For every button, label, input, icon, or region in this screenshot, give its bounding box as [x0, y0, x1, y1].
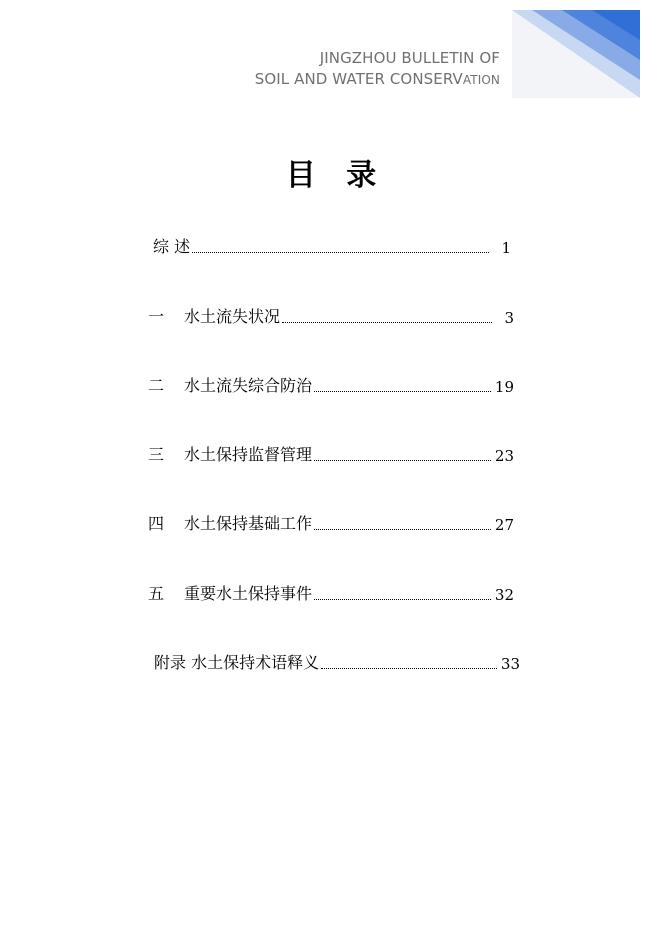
toc-page-number: 32 — [494, 586, 514, 604]
toc-entry-3[interactable] — [148, 443, 514, 465]
toc-page-number: 33 — [500, 655, 520, 673]
toc-entry-4[interactable] — [148, 512, 514, 534]
toc-entry-1[interactable] — [148, 305, 514, 327]
toc-leader-dots — [314, 528, 491, 530]
toc-leader-dots — [321, 667, 497, 669]
toc-label: 综 述 — [153, 237, 191, 256]
toc-page-number: 3 — [504, 309, 514, 327]
page-title: 目 录 — [285, 158, 387, 193]
toc-leader-dots — [314, 390, 491, 392]
toc-chapter-number: 二 — [148, 376, 165, 395]
corner-decoration — [512, 10, 640, 98]
header-line-2 — [250, 69, 500, 91]
toc-label: 重要水土保持事件 — [184, 584, 313, 603]
toc-label: 水土保持监督管理 — [184, 445, 313, 464]
toc-entry-overview[interactable] — [153, 235, 511, 257]
toc-page-number: 23 — [494, 447, 514, 465]
toc-entry-appendix[interactable] — [154, 651, 520, 673]
header-line-1: JINGZHOU BULLETIN OF — [319, 49, 500, 67]
toc-page-number: 19 — [494, 378, 514, 396]
toc-label: 水土流失综合防治 — [184, 376, 313, 395]
toc-label: 水土流失状况 — [184, 307, 281, 326]
toc-chapter-number: 五 — [148, 584, 165, 603]
toc-chapter-number: 一 — [148, 307, 165, 326]
toc-entry-2[interactable] — [148, 374, 514, 396]
toc-leader-dots — [314, 459, 491, 461]
bulletin-header — [250, 48, 500, 91]
header-line-2-tail: ATION — [462, 73, 500, 87]
toc-leader-dots — [282, 321, 492, 323]
toc-label: 水土保持基础工作 — [184, 514, 313, 533]
toc-entry-5[interactable] — [148, 582, 514, 604]
header-line-2-main: SOIL AND WATER CONSERV — [254, 70, 463, 88]
toc-chapter-number: 四 — [148, 514, 165, 533]
toc-leader-dots — [192, 251, 489, 253]
toc-chapter-number: 三 — [148, 445, 165, 464]
toc-page-number: 1 — [501, 239, 511, 257]
toc-label: 附录 水土保持术语释义 — [154, 653, 320, 672]
toc-page-number: 27 — [494, 516, 514, 534]
toc-leader-dots — [314, 598, 491, 600]
